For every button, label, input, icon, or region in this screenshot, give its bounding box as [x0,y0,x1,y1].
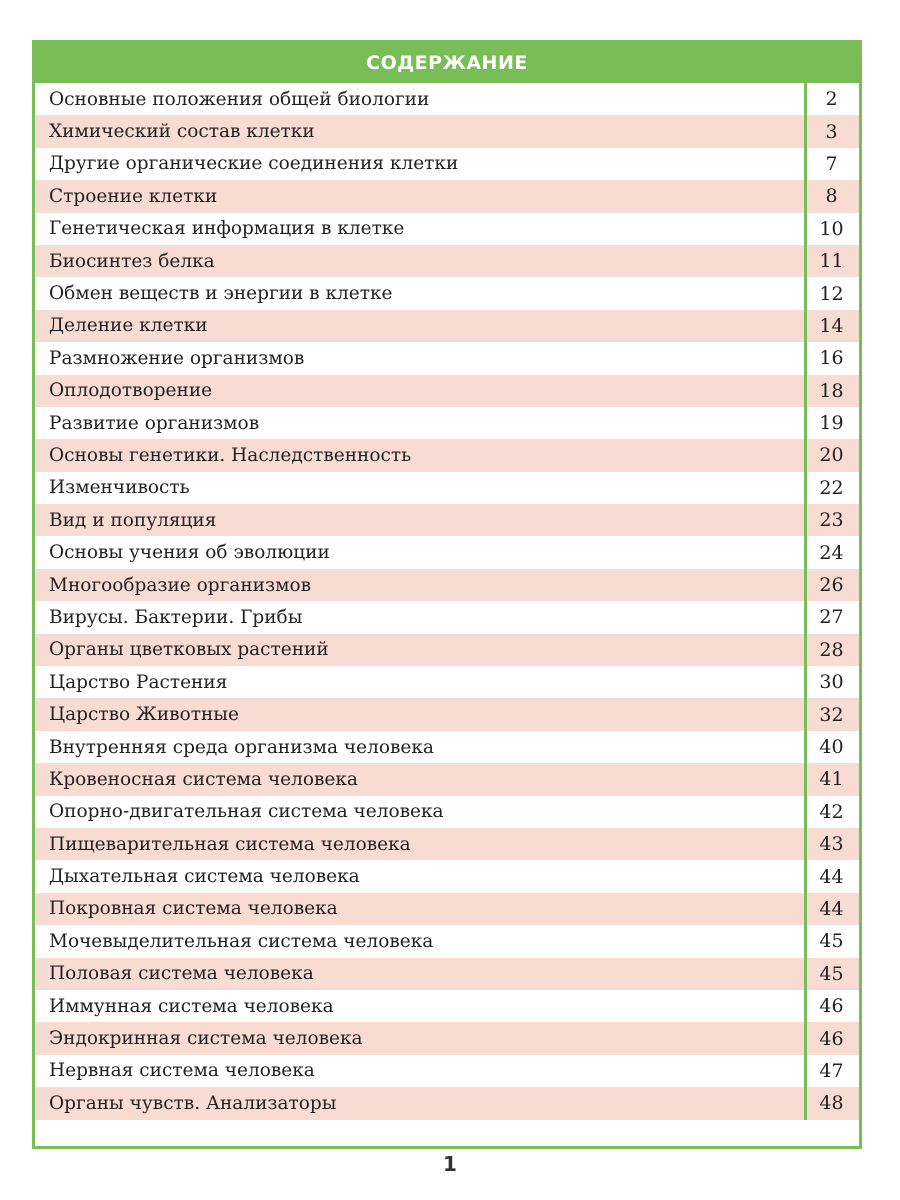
toc-entry-page: 3 [804,115,859,147]
toc-entry-page: 27 [804,601,859,633]
toc-entry-title: Дыхательная система человека [49,866,360,888]
toc-row [35,828,859,860]
toc-entry-title: Развитие организмов [49,412,260,434]
toc-row [35,245,859,277]
toc-entry-title: Другие органические соединения клетки [49,153,459,175]
toc-row [35,342,859,374]
toc-entry-page: 28 [804,634,859,666]
toc-row [35,180,859,212]
toc-entry-page: 30 [804,666,859,698]
toc-entry-page: 14 [804,310,859,342]
toc-entry-page: 48 [804,1087,859,1119]
toc-entry-page: 7 [804,148,859,180]
toc-entry-title: Многообразие организмов [49,574,312,596]
toc-entry-page: 32 [804,698,859,730]
toc-entry-title: Основы генетики. Наследственность [49,444,412,466]
toc-entry-title: Царство Животные [49,704,239,726]
toc-row [35,666,859,698]
toc-row [35,375,859,407]
toc-entry-title: Деление клетки [49,315,208,337]
toc-row [35,601,859,633]
toc-entry-page: 23 [804,504,859,536]
toc-entry-page: 20 [804,439,859,471]
toc-entry-page: 22 [804,472,859,504]
toc-row [35,569,859,601]
toc-entry-page: 24 [804,536,859,568]
toc-entry-page: 11 [804,245,859,277]
toc-entry-title: Эндокринная система человека [49,1028,363,1050]
toc-entry-page: 42 [804,796,859,828]
toc-row [35,277,859,309]
toc-entry-title: Оплодотворение [49,380,213,402]
toc-row [35,860,859,892]
toc-entry-title: Опорно-двигательная система человека [49,801,444,823]
toc-entry-title: Основные положения общей биологии [49,88,430,110]
toc-entry-page: 19 [804,407,859,439]
toc-entry-title: Вирусы. Бактерии. Грибы [49,606,303,628]
toc-entry-title: Генетическая информация в клетке [49,218,405,240]
toc-entry-page: 47 [804,1055,859,1087]
toc-entry-title: Органы чувств. Анализаторы [49,1092,337,1114]
toc-row [35,439,859,471]
toc-entry-title: Половая система человека [49,963,314,985]
toc-entry-title: Кровеносная система человека [49,768,358,790]
toc-row [35,731,859,763]
toc-entry-title: Органы цветковых растений [49,639,329,661]
toc-row [35,958,859,990]
toc-row [35,796,859,828]
toc-row [35,763,859,795]
toc-row [35,472,859,504]
toc-entry-page: 40 [804,731,859,763]
toc-entry-title: Царство Растения [49,671,228,693]
toc-row [35,83,859,115]
toc-entry-title: Пищеварительная система человека [49,833,411,855]
toc-entry-title: Изменчивость [49,477,190,499]
toc-entry-page: 44 [804,860,859,892]
toc-entry-title: Внутренняя среда организма человека [49,736,434,758]
toc-rows [35,83,859,1120]
toc-entry-title: Обмен веществ и энергии в клетке [49,283,393,305]
toc-entry-title: Химический состав клетки [49,121,315,143]
toc-row [35,407,859,439]
toc-row [35,925,859,957]
toc-row [35,504,859,536]
toc-row [35,213,859,245]
toc-row [35,115,859,147]
table-of-contents [32,40,862,1149]
toc-row [35,893,859,925]
toc-entry-page: 16 [804,342,859,374]
toc-entry-page: 12 [804,277,859,309]
toc-entry-title: Строение клетки [49,185,218,207]
toc-entry-page: 44 [804,893,859,925]
toc-entry-page: 43 [804,828,859,860]
toc-row [35,1055,859,1087]
toc-entry-title: Размножение организмов [49,347,305,369]
toc-row [35,1022,859,1054]
toc-entry-title: Основы учения об эволюции [49,542,330,564]
toc-heading: СОДЕРЖАНИЕ [35,43,859,83]
toc-entry-title: Иммунная система человека [49,995,334,1017]
toc-entry-page: 45 [804,925,859,957]
toc-row [35,990,859,1022]
toc-entry-page: 41 [804,763,859,795]
toc-entry-page: 46 [804,1022,859,1054]
toc-entry-page: 18 [804,375,859,407]
toc-entry-page: 26 [804,569,859,601]
page-number: 1 [443,1152,457,1176]
toc-entry-title: Биосинтез белка [49,250,215,272]
toc-row [35,310,859,342]
toc-row [35,148,859,180]
toc-entry-page: 2 [804,83,859,115]
toc-entry-page: 45 [804,958,859,990]
toc-entry-page: 8 [804,180,859,212]
toc-entry-title: Покровная система человека [49,898,338,920]
toc-entry-page: 10 [804,213,859,245]
toc-entry-title: Нервная система человека [49,1060,315,1082]
toc-entry-page: 46 [804,990,859,1022]
toc-row [35,698,859,730]
toc-row [35,536,859,568]
toc-entry-title: Вид и популяция [49,509,217,531]
toc-row [35,1087,859,1119]
toc-entry-title: Мочевыделительная система человека [49,930,434,952]
toc-row [35,634,859,666]
